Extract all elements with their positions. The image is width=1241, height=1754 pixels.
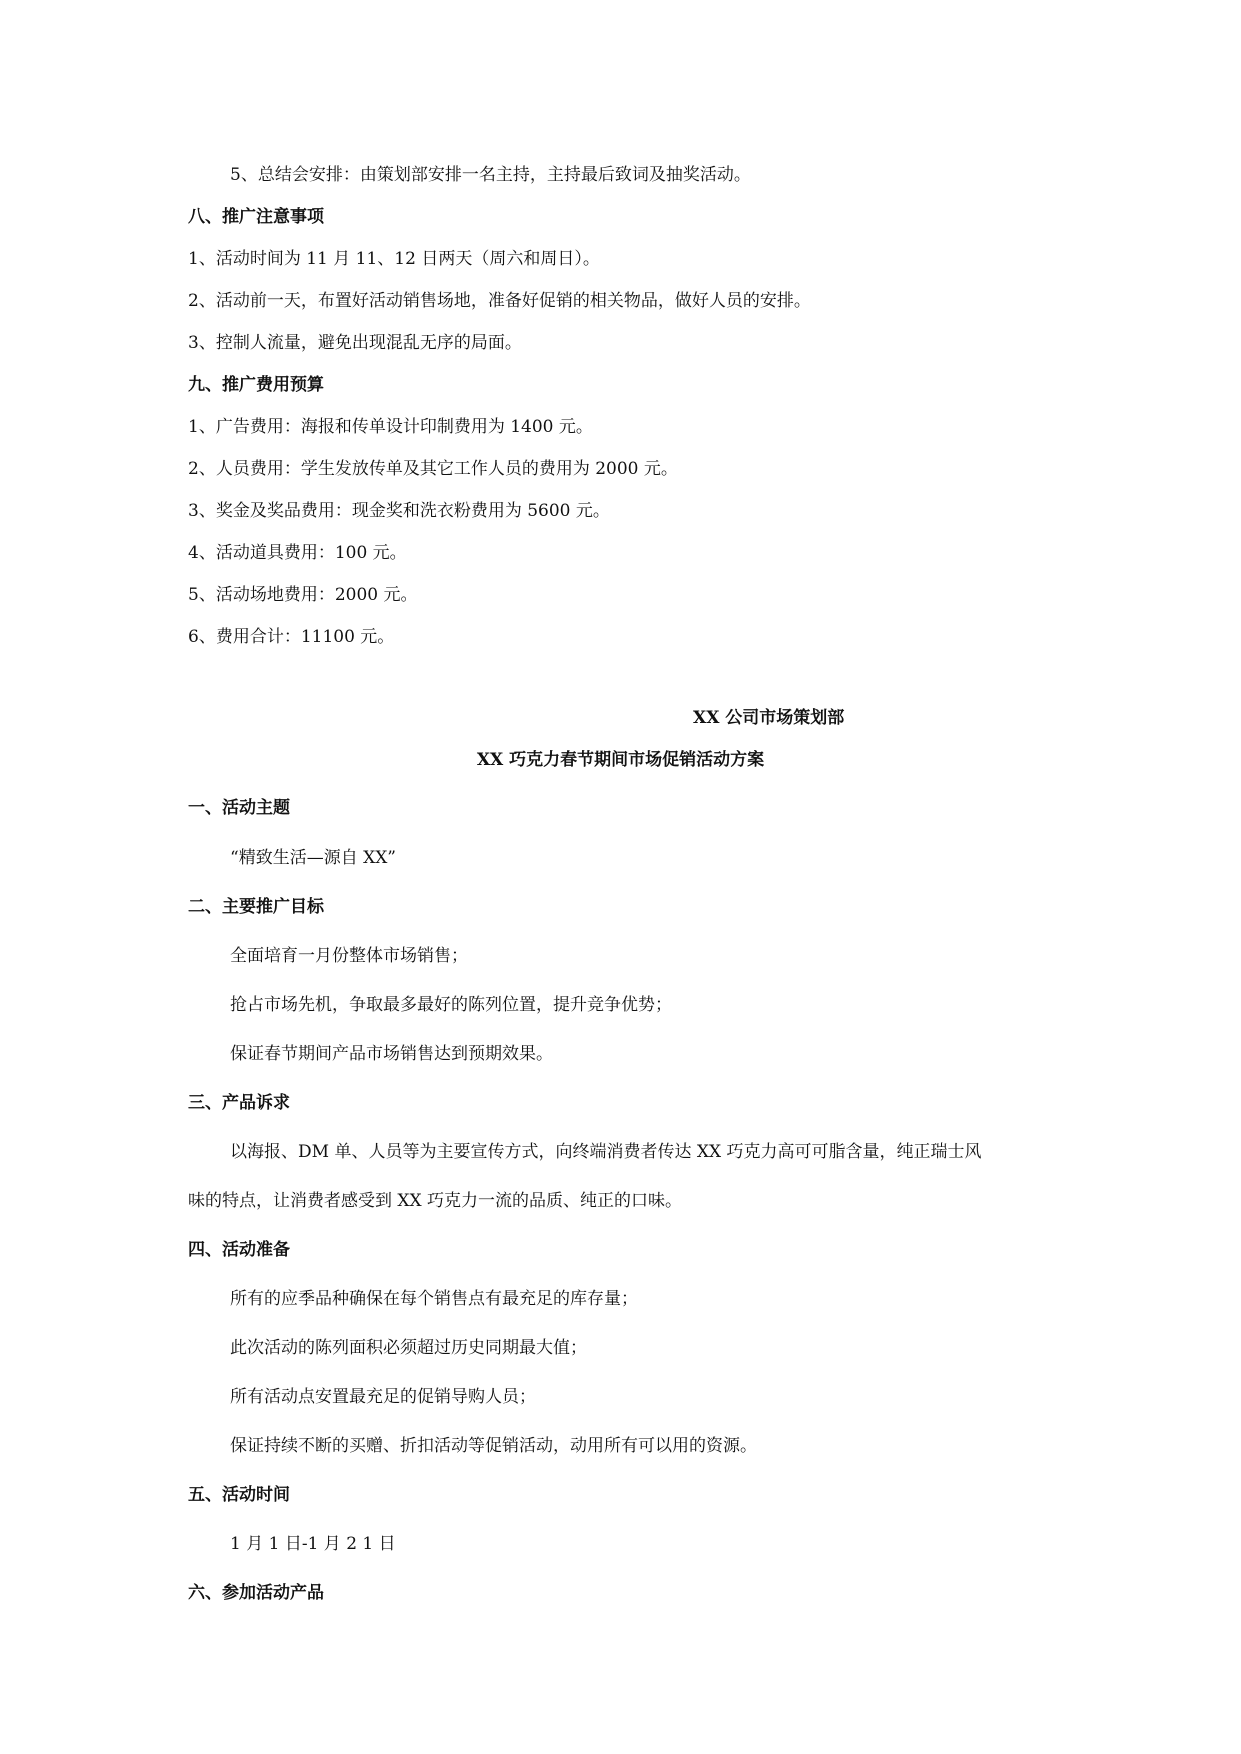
item-summary-meeting: 5、总结会安排：由策划部安排一名主持，主持最后致词及抽奖活动。 <box>230 165 751 185</box>
prep-item: 所有活动点安置最充足的促销导购人员； <box>230 1387 536 1407</box>
note-item: 1、活动时间为 11 月 11、12 日两天（周六和周日）。 <box>188 249 600 269</box>
goal-item: 全面培育一月份整体市场销售； <box>230 946 468 966</box>
heading-activity-preparation: 四、活动准备 <box>188 1240 290 1260</box>
budget-item: 1、广告费用：海报和传单设计印制费用为 1400 元。 <box>188 417 593 437</box>
goal-item: 保证春节期间产品市场销售达到预期效果。 <box>230 1044 553 1064</box>
note-item: 2、活动前一天，布置好活动销售场地，准备好促销的相关物品，做好人员的安排。 <box>188 291 811 311</box>
heading-activity-products: 六、参加活动产品 <box>188 1583 324 1603</box>
activity-time: 1 月 1 日-1 月 2 1 日 <box>230 1534 396 1554</box>
prep-item: 保证持续不断的买赠、折扣活动等促销活动，动用所有可以用的资源。 <box>230 1436 757 1456</box>
note-item: 3、控制人流量，避免出现混乱无序的局面。 <box>188 333 522 353</box>
heading-budget: 九、推广费用预算 <box>188 375 324 395</box>
budget-item: 2、人员费用：学生发放传单及其它工作人员的费用为 2000 元。 <box>188 459 678 479</box>
budget-item: 5、活动场地费用：2000 元。 <box>188 585 418 605</box>
document-title: XX 巧克力春节期间市场促销活动方案 <box>476 750 765 770</box>
heading-product-appeal: 三、产品诉求 <box>188 1093 290 1113</box>
budget-total: 6、费用合计：11100 元。 <box>188 627 395 647</box>
budget-item: 4、活动道具费用：100 元。 <box>188 543 407 563</box>
department-signature: XX 公司市场策划部 <box>693 708 845 728</box>
appeal-paragraph-line: 味的特点，让消费者感受到 XX 巧克力一流的品质、纯正的口味。 <box>188 1191 683 1211</box>
appeal-paragraph-line: 以海报、DM 单、人员等为主要宣传方式，向终端消费者传达 XX 巧克力高可可脂含量，纯正瑞士风 <box>230 1142 982 1162</box>
heading-promotion-notes: 八、推广注意事项 <box>188 207 324 227</box>
budget-item: 3、奖金及奖品费用：现金奖和洗衣粉费用为 5600 元。 <box>188 501 610 521</box>
heading-promotion-goals: 二、主要推广目标 <box>188 897 324 917</box>
heading-activity-time: 五、活动时间 <box>188 1485 290 1505</box>
heading-activity-theme: 一、活动主题 <box>188 798 290 818</box>
prep-item: 此次活动的陈列面积必须超过历史同期最大值； <box>230 1338 587 1358</box>
activity-theme: “精致生活—源自 XX” <box>230 848 396 868</box>
prep-item: 所有的应季品种确保在每个销售点有最充足的库存量； <box>230 1289 638 1309</box>
goal-item: 抢占市场先机，争取最多最好的陈列位置，提升竞争优势； <box>230 995 672 1015</box>
